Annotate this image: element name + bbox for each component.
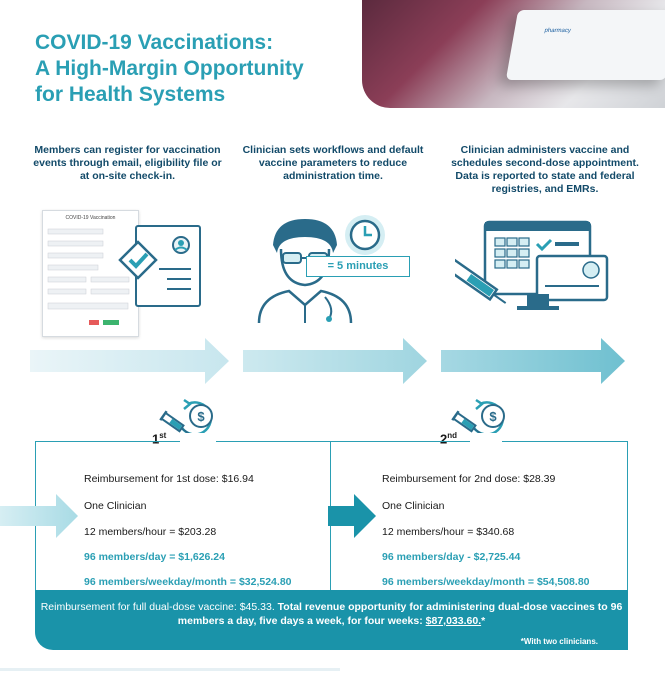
dose-2-hourly: 12 members/hour = $340.68 — [382, 526, 515, 538]
computer-syringe-icon — [455, 220, 620, 325]
flow-arrows — [30, 336, 640, 386]
form-heading: COVID-19 Vaccination — [65, 215, 116, 221]
dose-2-daily: 96 members/day - $2,725.44 — [382, 551, 521, 563]
summary-footnote: *With two clinicians. — [520, 637, 598, 646]
summary-banner — [35, 590, 628, 650]
dose-1-monthly: 96 members/weekday/month = $32,524.80 — [84, 576, 292, 588]
dose-1-daily: 96 members/day = $1,626.24 — [84, 551, 225, 563]
dose-2-ordinal: 2nd — [440, 431, 458, 447]
summary-asterisk: * — [481, 615, 486, 627]
flow-arrow-2 — [243, 338, 427, 384]
dose-1-clinician: One Clinician — [84, 500, 147, 512]
device-brand: pharmacy — [543, 28, 572, 34]
summary-text — [35, 590, 628, 628]
dose-1-hourly: 12 members/hour = $203.28 — [84, 526, 217, 538]
title-line-3: for Health Systems — [35, 83, 226, 106]
step-1-text: Members can register for vaccination events through email, eligibility file or at on-site check-in. — [33, 144, 222, 182]
dose-1-ordinal: 1st — [152, 431, 167, 447]
dose-2-reimbursement: Reimbursement for 2nd dose: $28.39 — [382, 473, 556, 485]
flow-arrow-1 — [30, 338, 229, 384]
time-label: = 5 minutes — [306, 256, 410, 277]
dose-1-reimbursement: Reimbursement for 1st dose: $16.94 — [84, 473, 254, 485]
summary-reimbursement: Reimbursement for full dual-dose vaccine: $45.33. — [40, 601, 275, 613]
header-photo — [362, 0, 665, 108]
dose-2-monthly: 96 members/weekday/month = $54,508.80 — [382, 576, 590, 588]
step-3-text: Clinician administers vaccine and schedules second-dose appointment. Data is reported to state and federal registries, and EMRs. — [451, 144, 639, 195]
summary-opportunity: Total revenue opportunity for administering dual-dose vaccines to 96 members a day, five days a week, for four weeks: — [177, 601, 623, 627]
svg-text:$: $ — [489, 409, 497, 424]
page-title — [35, 30, 355, 108]
checkmark-badge-icon — [118, 240, 158, 280]
title-line-2: A High-Margin Opportunity — [35, 57, 304, 80]
kiosk-device-image — [506, 10, 665, 80]
summary-total: $87,033.60. — [425, 615, 482, 627]
title-line-1: COVID-19 Vaccinations: — [35, 31, 274, 54]
clock-icon — [343, 213, 387, 257]
svg-text:$: $ — [197, 409, 205, 424]
dose-2-arrow — [328, 493, 378, 539]
bottom-divider — [0, 668, 340, 671]
flow-arrow-3 — [441, 338, 625, 384]
step-2-text: Clinician sets workflows and default vaccine parameters to reduce administration time. — [242, 144, 424, 182]
dose-1-arrow — [0, 493, 80, 539]
dose-2-clinician: One Clinician — [382, 500, 445, 512]
